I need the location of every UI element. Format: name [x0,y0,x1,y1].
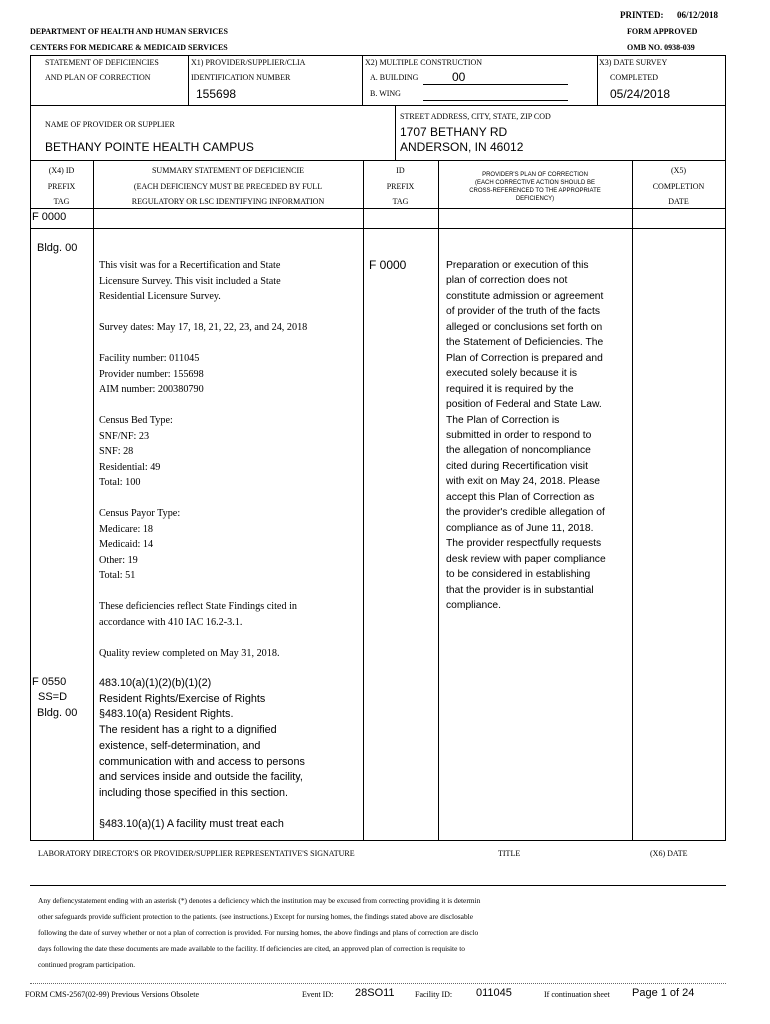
address-line1: 1707 BETHANY RD [400,125,508,139]
building-value: 00 [452,70,466,84]
provider-name-label: NAME OF PROVIDER OR SUPPLIER [45,120,175,129]
id-header: ID [396,166,405,175]
summary-header: SUMMARY STATEMENT OF DEFICIENCIE [151,166,305,175]
tag-f0550: F 0550 [32,676,67,688]
x2-label: X2) MULTIPLE CONSTRUCTION [365,58,483,67]
x4-header: (X4) ID [48,166,75,175]
wing-label: B. WING [370,89,401,98]
x1-sublabel: IDENTIFICATION NUMBER [191,73,291,82]
building-label: A. BUILDING [370,73,419,82]
printed-label: PRINTED: [620,10,664,20]
address-line2: ANDERSON, IN 46012 [400,140,524,154]
statement-label: STATEMENT OF DEFICIENCIES [45,58,159,67]
survey-completed-date: 05/24/2018 [610,87,671,101]
provider-id-value: 155698 [196,87,237,101]
x1-label: X1) PROVIDER/SUPPLIER/CLIA [191,58,306,67]
printed-date: 06/12/2018 [677,10,719,20]
bldg-label: Bldg. 00 [37,242,78,254]
top-border [30,55,726,56]
facility-id-label: Facility ID: [415,990,453,999]
x6-date-label: (X6) DATE [650,849,688,858]
summary-text-f0000: This visit was for a Recertification and State Licensure Survey. This visit included a State Residential Licensure Survey. Survey dates: May 17, 18, 21, 22, 23, and 24, 2018 Facility number: 011045 Provider number: 155698 AIM number: 200380790 Census Bed Type: SNF/NF: 23 SNF: 28 Residential: 49 Total: 100 Census Payor Type: Medicare: 18 Medicaid: 14 Other: 19 Total: 51 These deficiencies reflect State Findings cited in accordance with 410 IAC 16.2-3.1. Quality review completed on May 31, 2018. [99,260,308,659]
event-id-value: 28SO11 [355,987,395,999]
plan-of-correction-text: Preparation or execution of this plan of correction does not constitute admission or agreement of provider of the truth of the facts alleged or conclusions set forth on the Statement of Deficiencies. The Plan of Correction is prepared and executed solely because it is required it is required by the position of Federal and State Law. The Plan of Correction is submitted in order to respond to the allegation of noncompliance cited during Recertification visit with exit on May 24, 2018. Please accept this Plan of Correction as the provider's credible allegation of compliance as of June 11, 2018. The provider respectfully requests desk review with paper compliance to be considered in establishing that the provider is in substantial compliance. [446,260,606,611]
x3-sublabel: COMPLETED [610,73,658,82]
bldg-label-2: Bldg. 00 [37,707,78,719]
event-id-label: Event ID: [302,990,334,999]
facility-id-value: 011045 [476,987,512,999]
id-tag-f0000: F 0000 [369,258,407,272]
form-id: FORM CMS-2567(02-99) Previous Versions Obsolete [25,990,200,999]
page-number: Page 1 of 24 [632,987,695,999]
severity-scope: SS=D [38,691,68,703]
cms-name: CENTERS FOR MEDICARE & MEDICAID SERVICES [30,43,228,52]
x3-label: X3) DATE SURVEY [599,58,668,67]
x5-header: (X5) [670,166,687,175]
summary-text-f0550: 483.10(a)(1)(2)(b)(1)(2) Resident Rights/Exercise of Rights §483.10(a) Resident Rights. The resident has a right to a dignified existence, self-determination, and communication with and access to persons and services inside and outside the facility, including those specified in this section. §483.10(a)(1) A facility must treat each [99,677,305,831]
tag-f0000: F 0000 [32,211,67,223]
plan-label: AND PLAN OF CORRECTION [45,73,151,82]
continuation-label: If continuation sheet [544,990,610,999]
address-label: STREET ADDRESS, CITY, STATE, ZIP COD [400,112,551,121]
disclaimer-text: Any defiencystatement ending with an asterisk (*) denotes a deficiency which the institution may be excused from correcting providing it is determin other safeguards provide sufficient protection to the patients. (see instructions.) Except for nursing homes, the findings stated above are disclosable following the date of survey whether or not a plan of correction is provided. For nursing homes, the above findings and plans of correction are disclo days following the date these documents are made available to the facility. If deficiencies are cited, an approved plan of correction is requisite to continued program participation. [38,896,481,969]
omb-number: OMB NO. 0938-039 [627,43,695,52]
signature-label: LABORATORY DIRECTOR'S OR PROVIDER/SUPPLIER REPRESENTATIVE'S SIGNATURE [38,849,355,858]
form-approved: FORM APPROVED [627,27,698,36]
title-label: TITLE [498,849,521,858]
provider-name-value: BETHANY POINTE HEALTH CAMPUS [45,140,254,154]
department-name: DEPARTMENT OF HEALTH AND HUMAN SERVICES [30,27,228,36]
plan-header: PROVIDER'S PLAN OF CORRECTION [482,172,588,178]
right-border [725,55,726,840]
